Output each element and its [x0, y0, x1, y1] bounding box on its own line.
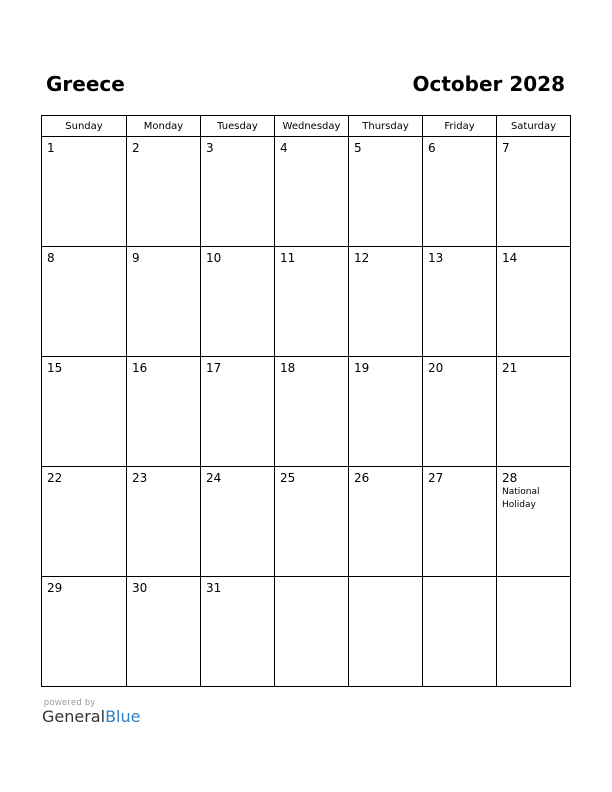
- holiday-label: National Holiday: [502, 487, 540, 510]
- day-cell: [127, 247, 201, 357]
- day-cell: [201, 357, 275, 467]
- day-cell: [349, 247, 423, 357]
- week-row: [42, 357, 571, 467]
- day-cell: [349, 467, 423, 577]
- country-title: Greece: [46, 72, 125, 96]
- logo-blue: Blue: [105, 707, 141, 726]
- day-number: 7: [502, 141, 510, 155]
- day-cell-empty: [349, 577, 423, 687]
- day-cell: [423, 247, 497, 357]
- day-cell: [349, 357, 423, 467]
- day-number: 12: [354, 251, 370, 265]
- day-number: 19: [354, 361, 370, 375]
- day-cell: [201, 577, 275, 687]
- day-cell-holiday: [497, 467, 571, 577]
- week-row: [42, 577, 571, 687]
- day-cell: [42, 247, 127, 357]
- day-number: 9: [132, 251, 140, 265]
- day-cell: [127, 467, 201, 577]
- day-number: 15: [47, 361, 63, 375]
- day-cell-empty: [275, 577, 349, 687]
- day-number: 2: [132, 141, 140, 155]
- weekday-saturday: Saturday: [497, 116, 571, 137]
- day-cell: [127, 137, 201, 247]
- day-number: 4: [280, 141, 288, 155]
- day-number: 13: [428, 251, 444, 265]
- weekday-wednesday: Wednesday: [275, 116, 349, 137]
- weekday-tuesday: Tuesday: [201, 116, 275, 137]
- week-row: [42, 137, 571, 247]
- day-cell: [497, 137, 571, 247]
- day-cell: [275, 467, 349, 577]
- day-cell: [201, 467, 275, 577]
- week-row: [42, 467, 571, 577]
- weekday-friday: Friday: [423, 116, 497, 137]
- day-number: 6: [428, 141, 436, 155]
- day-cell: [423, 137, 497, 247]
- day-number: 22: [47, 471, 63, 485]
- day-cell: [497, 247, 571, 357]
- footer-branding: [42, 697, 140, 726]
- day-number: 29: [47, 581, 63, 595]
- day-number: 8: [47, 251, 55, 265]
- day-cell: [42, 137, 127, 247]
- day-cell: [275, 247, 349, 357]
- day-cell-empty: [497, 577, 571, 687]
- day-cell: [275, 137, 349, 247]
- day-cell: [349, 137, 423, 247]
- day-cell: [42, 577, 127, 687]
- weekday-sunday: Sunday: [42, 116, 127, 137]
- day-number: 28: [502, 471, 518, 485]
- day-number: 26: [354, 471, 370, 485]
- day-number: 27: [428, 471, 444, 485]
- weekday-thursday: Thursday: [349, 116, 423, 137]
- day-cell: [42, 467, 127, 577]
- logo-general: General: [42, 707, 106, 726]
- day-number: 16: [132, 361, 148, 375]
- day-number: 21: [502, 361, 518, 375]
- day-cell: [42, 357, 127, 467]
- generalblue-logo[interactable]: [42, 707, 140, 726]
- day-cell: [201, 247, 275, 357]
- day-cell: [275, 357, 349, 467]
- day-cell: [423, 467, 497, 577]
- day-number: 18: [280, 361, 296, 375]
- day-number: 5: [354, 141, 362, 155]
- day-number: 17: [206, 361, 222, 375]
- day-cell-empty: [423, 577, 497, 687]
- day-number: 24: [206, 471, 222, 485]
- weekday-monday: Monday: [127, 116, 201, 137]
- day-number: 20: [428, 361, 444, 375]
- day-number: 1: [47, 141, 55, 155]
- day-cell: [423, 357, 497, 467]
- month-title: October 2028: [412, 72, 565, 96]
- day-number: 10: [206, 251, 222, 265]
- day-number: 25: [280, 471, 296, 485]
- day-cell: [497, 357, 571, 467]
- day-number: 14: [502, 251, 518, 265]
- day-cell: [127, 577, 201, 687]
- day-number: 11: [280, 251, 296, 265]
- day-number: 23: [132, 471, 148, 485]
- calendar-grid: [41, 115, 571, 687]
- powered-by-text: powered by: [44, 697, 96, 707]
- day-cell: [127, 357, 201, 467]
- day-cell: [201, 137, 275, 247]
- week-row: [42, 247, 571, 357]
- day-number: 30: [132, 581, 148, 595]
- day-number: 31: [206, 581, 222, 595]
- weekday-header-row: [42, 116, 571, 137]
- day-number: 3: [206, 141, 214, 155]
